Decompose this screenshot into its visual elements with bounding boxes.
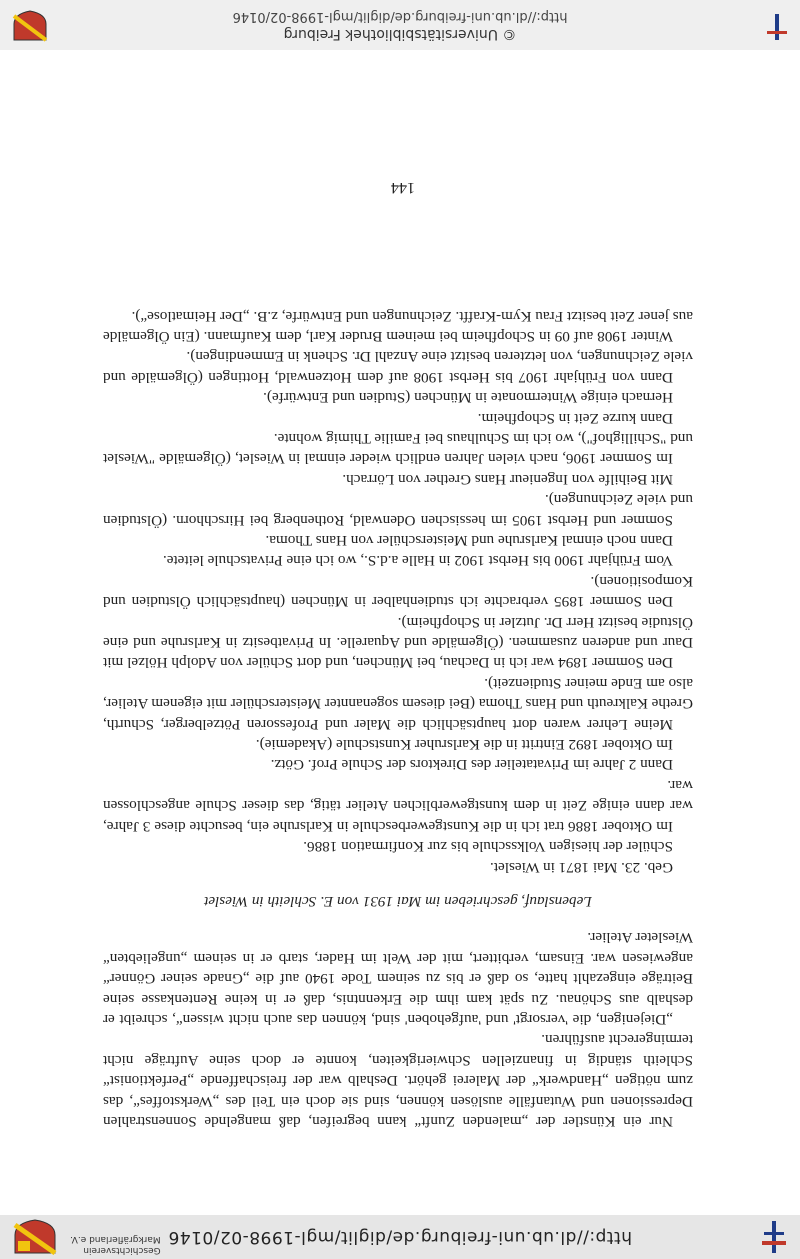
bio-line: Geb. 23. Mai 1871 in Wieslet. <box>489 858 673 876</box>
society-crest-icon <box>10 1219 60 1255</box>
paragraph: „Diejenigen, die 'versorgt' und 'aufgehoben' sind, können das auch nicht wissen“, schreibt er deshalb aus Schönau. Zu spät kam ihm die Erkenntnis, daß er in keine Rentenkasse seine Beiträge eingezahlt hatte, so daß er bis zu seinem Tode 1940 auf die „Gnade seiner Gönner“ angewiesen war. Einsam, verbittert, mit der Welt im Hader, starb er in seinem „ungeliebten“ Wiesleter Atelier. <box>103 929 693 1028</box>
footer-url[interactable]: http://dl.ub.uni-freiburg.de/diglit/mgl-1998-02/0146 <box>232 9 568 24</box>
footer-bar <box>0 0 800 50</box>
society-line-2: Markgräflerland e.V. <box>70 1234 161 1244</box>
bio-line: Im Oktober 1892 Eintritt in die Karlsruher Kunstschule (Akademie). <box>255 736 673 754</box>
bio-line: Mit Beihilfe von Ingenieur Hans Grether von Lörrach. <box>342 470 673 488</box>
bio-line: Den Sommer 1894 war ich in Dachau, bei München, und dort Schüler von Adolph Hölzel mit Daur und anderen zusammen. (Ölgemälde und Aquarelle. In Privatbesitz in Karlsruhe und eine Ölstudie besitzt Herr Dr. Jutzler in Schopfheim). <box>103 613 693 672</box>
bio-line: Schüler der hiesigen Volksschule bis zur Konfirmation 1886. <box>303 838 673 856</box>
bio-line: Sommer und Herbst 1905 im hessischen Odenwald, Rothenberg bei Hirschhorn. (Ölstudien und viele Zeichnungen). <box>103 491 693 529</box>
bio-line: Meine Lehrer waren dort hauptsächlich die Maler und Professoren Pötzelberger, Schurth, Grethe Kalkreuth und Hans Thoma (Bei diesem sogenannter Meisterschüler mit eigenem Atelier, also am Ende meiner Studienzeit). <box>103 674 693 733</box>
header-url[interactable]: http://dl.ub.uni-freiburg.de/diglit/mgl-1998-02/0146 <box>168 1227 632 1247</box>
bio-line: Dann von Frühjahr 1907 bis Herbst 1908 auf dem Hotzenwald, Hottingen (Ölgemälde und viele Zeichnungen, von letzteren besitzt eine Anzahl Dr. Schenk in Emmendingen). <box>103 348 693 386</box>
bio-line: Den Sommer 1895 verbrachte ich studienhalber in München (hauptsächlich Ölstudien und Kompositionen). <box>103 572 693 611</box>
bio-line: Winter 1908 auf 09 in Schopfheim bei meinem Bruder Karl, dem Kaufmann. (Ein Ölgemälde aus jener Zeit besitzt Frau Kym-Krafft. Zeichnungen und Entwürfe, z.B. „Der Heimatlose“). <box>103 307 693 345</box>
society-line-1: Geschichtsverein <box>83 1245 161 1255</box>
bio-line: Dann noch einmal Karlsruhe und Meisterschüler von Hans Thoma. <box>265 532 673 550</box>
paragraph: Nur ein Künstler der „malenden Zunft“ kann begreifen, daß mangelnde Sonnenstrahlen Depressionen und Wutanfälle auslösen können, sind sie doch ein Teil des „Werkstoffes“, das zum nötigen „Handwerk“ der Malerei gehört. Deshalb war der freischaffende „Perfektionist“ Schleith ständig in finanziellen Schwierigkeiten, konnte er doch seine Aufträge nicht termingerecht ausführen. <box>103 1031 693 1130</box>
bio-line: Dann 2 Jahre im Privatatelier des Direktors der Schule Prof. Götz. <box>270 756 673 774</box>
bio-line: Dann kurze Zeit in Schopfheim. <box>477 409 673 427</box>
bio-line: Hernach einige Wintermonate in München (Studien und Entwürfe). <box>263 389 673 407</box>
bio-line: Im Oktober 1886 trat ich in die Kunstgewerbeschule in Karlsruhe ein, besuchte diese 3 Jahre, war dann einige Zeit in dem kunstgewerblichen Atelier tätig, das dieser Schule angeschlossen war. <box>103 776 693 835</box>
section-heading: Lebenslauf, geschrieben im Mai 1931 von E. Schleith in Wieslet <box>204 892 592 910</box>
header-bar <box>0 1215 800 1259</box>
bio-line: Vom Frühjahr 1900 bis Herbst 1902 in Halle a.d.S., wo ich eine Privatschule leitete. <box>162 552 673 570</box>
society-name <box>70 1233 161 1255</box>
bio-line: Im Sommer 1906, nach vielen Jahren endlich wieder einmal in Wieslet, (Ölgemälde "Wieslet und "Schillighof"), wo ich im Schulhaus bei Familie Thimig wohnte. <box>103 430 693 468</box>
footer-copyright: © Universitätsbibliothek Freiburg <box>283 26 517 42</box>
document-text <box>103 305 693 1131</box>
society-crest-icon <box>10 10 50 42</box>
page-number: 144 <box>391 179 415 196</box>
